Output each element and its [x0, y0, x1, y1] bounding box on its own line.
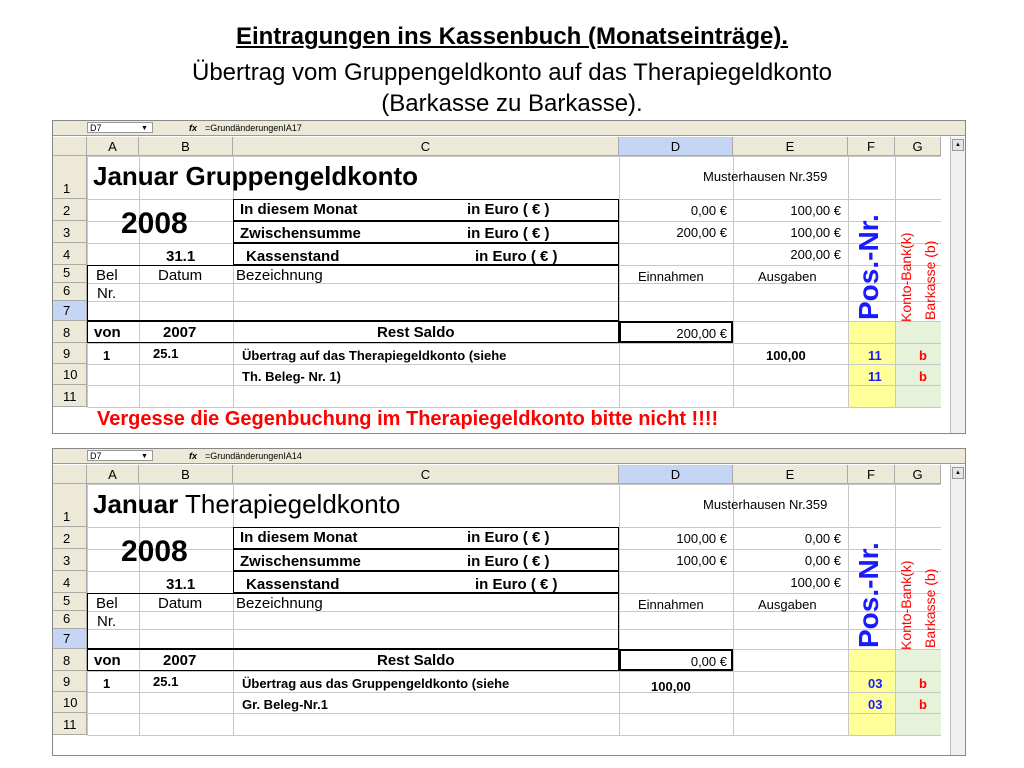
- row8-pos: 11: [868, 348, 882, 363]
- label-rest-saldo: Rest Saldo: [377, 652, 455, 669]
- col-label-bezeichnung: Bezeichnung: [236, 595, 323, 612]
- d2-value: 100,00 €: [676, 531, 727, 546]
- row-header-2[interactable]: [53, 199, 87, 221]
- col-label-einnahmen: Einnahmen: [638, 597, 704, 612]
- name-box[interactable]: D7: [87, 122, 153, 133]
- column-header-c[interactable]: C: [233, 465, 619, 484]
- gridline-row: [87, 484, 941, 485]
- column-header-d[interactable]: D: [619, 137, 733, 156]
- col-label-einnahmen: Einnahmen: [638, 269, 704, 284]
- row-number: 5: [63, 593, 71, 608]
- gridline-row: [87, 692, 941, 693]
- row-number: 4: [63, 247, 71, 262]
- gridline-row: [87, 364, 941, 365]
- e3-value: 0,00 €: [804, 553, 841, 568]
- row9-text: Th. Beleg- Nr. 1): [242, 369, 341, 384]
- row9-barkasse: b: [919, 369, 927, 384]
- row9-pos: 11: [868, 369, 882, 384]
- row-header-6[interactable]: [53, 611, 87, 629]
- formula-bar: [53, 449, 965, 464]
- row8-barkasse: b: [919, 676, 927, 691]
- pos-nr-label: Pos.-Nr.: [853, 214, 884, 320]
- function-icon[interactable]: fx: [189, 451, 198, 461]
- name-box-dropdown-icon[interactable]: ▼: [141, 125, 148, 132]
- gridline-row: [87, 385, 941, 386]
- row-number: 3: [63, 553, 71, 568]
- row-number: 2: [63, 203, 71, 218]
- column-header-f[interactable]: F: [848, 137, 895, 156]
- d3-value: 100,00 €: [676, 553, 727, 568]
- column-header-e[interactable]: E: [733, 465, 848, 484]
- col-label-nr: Nr.: [97, 285, 117, 302]
- row-number: 7: [63, 631, 71, 646]
- row-header-8[interactable]: [53, 321, 87, 343]
- row-number: 6: [63, 283, 71, 298]
- scroll-up-arrow-icon[interactable]: ▲: [952, 467, 964, 479]
- col-label-datum: Datum: [158, 595, 203, 612]
- label-month: In diesem Monat: [240, 529, 358, 546]
- row-header-3[interactable]: [53, 221, 87, 243]
- page-heading-line-1: Eintragungen ins Kassenbuch (Monatseinträge).: [235, 23, 789, 50]
- balance-date: 31.1: [166, 576, 196, 593]
- rest-saldo-value: 200,00 €: [676, 326, 727, 341]
- rest-saldo-value: 0,00 €: [690, 654, 727, 669]
- unit-month: in Euro ( € ): [467, 201, 550, 218]
- sheet-title-rest: Therapiegeldkonto: [178, 489, 401, 519]
- gridline-column: [848, 156, 849, 407]
- row-number: 11: [63, 717, 77, 732]
- row-number: 10: [63, 695, 78, 710]
- label-subtotal: Zwischensumme: [240, 225, 361, 242]
- row9-text: Gr. Beleg-Nr.1: [242, 697, 328, 712]
- row-header-7[interactable]: [53, 629, 87, 649]
- row-number: 11: [63, 389, 77, 404]
- column-header-b[interactable]: B: [139, 465, 233, 484]
- row8-datum: 25.1: [153, 346, 179, 361]
- row-number: 3: [63, 225, 71, 240]
- col-label-ausgaben: Ausgaben: [758, 269, 817, 284]
- gridline-column: [619, 484, 620, 735]
- column-header-c[interactable]: C: [233, 137, 619, 156]
- column-header-e[interactable]: E: [733, 137, 848, 156]
- row-header-1[interactable]: [53, 156, 87, 199]
- row-number: 8: [63, 325, 71, 340]
- page-heading-line-3: (Barkasse zu Barkasse).: [381, 90, 643, 117]
- spreadsheet-therapiegeldkonto: [52, 448, 966, 756]
- d2-value: 0,00 €: [690, 203, 727, 218]
- col-label-bezeichnung: Bezeichnung: [236, 267, 323, 284]
- column-header-b[interactable]: B: [139, 137, 233, 156]
- sheet-title-bold: Januar Gruppengeldkonto: [93, 161, 419, 191]
- formula-bar: [53, 121, 965, 136]
- column-header-d[interactable]: D: [619, 465, 733, 484]
- row-header-3[interactable]: [53, 549, 87, 571]
- gridline-column: [733, 156, 734, 407]
- column-header-f[interactable]: F: [848, 465, 895, 484]
- row-number: 5: [63, 265, 71, 280]
- formula-input[interactable]: =GrundänderungenIA14: [205, 451, 302, 461]
- e2-value: 0,00 €: [804, 531, 841, 546]
- row8-barkasse: b: [919, 348, 927, 363]
- row-header-10[interactable]: [53, 364, 87, 385]
- vertical-scrollbar[interactable]: [950, 465, 965, 756]
- row-header-11[interactable]: [53, 385, 87, 407]
- row8-pos: 03: [868, 676, 883, 691]
- select-all-corner[interactable]: [53, 465, 87, 484]
- row-header-5[interactable]: [53, 593, 87, 611]
- row8-text: Übertrag auf das Therapiegeldkonto (siehe: [242, 348, 507, 363]
- col-label-datum: Datum: [158, 267, 203, 284]
- col-label-bel: Bel: [96, 267, 118, 284]
- label-2007: 2007: [163, 652, 197, 669]
- row8-datum: 25.1: [153, 674, 179, 689]
- e4-value: 100,00 €: [790, 575, 841, 590]
- konto-bank-label: Konto-Bank(k): [898, 560, 914, 650]
- address: Musterhausen Nr.359: [703, 169, 828, 184]
- row-number: 1: [63, 181, 71, 196]
- row-header-5[interactable]: [53, 265, 87, 283]
- gridline-column: [895, 484, 896, 735]
- row8-bel: 1: [103, 676, 111, 691]
- gridline-row: [87, 735, 941, 736]
- column-header-a[interactable]: A: [87, 465, 139, 484]
- row-header-6[interactable]: [53, 283, 87, 301]
- gridline-column: [848, 484, 849, 735]
- year-label: 2008: [121, 535, 188, 568]
- gridline-column: [895, 156, 896, 407]
- select-all-corner[interactable]: [53, 137, 87, 156]
- unit-subtotal: in Euro ( € ): [467, 225, 550, 242]
- column-header-g[interactable]: G: [895, 137, 941, 156]
- gridline-row: [87, 713, 941, 714]
- name-box-dropdown-icon[interactable]: ▼: [141, 453, 148, 460]
- unit-balance: in Euro ( € ): [475, 248, 558, 265]
- konto-bank-label: Konto-Bank(k): [898, 232, 914, 322]
- row-header-4[interactable]: [53, 571, 87, 593]
- name-box[interactable]: D7: [87, 450, 153, 461]
- row-number: 1: [63, 509, 71, 524]
- pos-nr-label: Pos.-Nr.: [853, 542, 884, 648]
- gridline-column: [619, 156, 620, 407]
- e3-value: 100,00 €: [790, 225, 841, 240]
- col-label-bel: Bel: [96, 595, 118, 612]
- row-header-11[interactable]: [53, 713, 87, 735]
- sheet-title: [93, 161, 418, 192]
- unit-month: in Euro ( € ): [467, 529, 550, 546]
- label-rest-saldo: Rest Saldo: [377, 324, 455, 341]
- row-number: 7: [63, 303, 71, 318]
- label-von: von: [94, 652, 121, 669]
- label-balance: Kassenstand: [246, 576, 340, 593]
- d3-value: 200,00 €: [676, 225, 727, 240]
- row-header-1[interactable]: [53, 484, 87, 527]
- row9-barkasse: b: [919, 697, 927, 712]
- label-month: In diesem Monat: [240, 201, 358, 218]
- row-header-2[interactable]: [53, 527, 87, 549]
- row-header-9[interactable]: [53, 343, 87, 364]
- row-header-4[interactable]: [53, 243, 87, 265]
- e4-value: 200,00 €: [790, 247, 841, 262]
- gridline-row: [87, 671, 941, 672]
- row-number: 6: [63, 611, 71, 626]
- label-2007: 2007: [163, 324, 197, 341]
- row-header-9[interactable]: [53, 671, 87, 692]
- gridline-row: [87, 343, 941, 344]
- row-header-10[interactable]: [53, 692, 87, 713]
- gridline-column: [733, 484, 734, 735]
- row-header-8[interactable]: [53, 649, 87, 671]
- col-label-nr: Nr.: [97, 613, 117, 630]
- balance-date: 31.1: [166, 248, 196, 265]
- function-icon[interactable]: fx: [189, 123, 198, 133]
- barkasse-label: Barkasse (b): [922, 568, 938, 648]
- unit-subtotal: in Euro ( € ): [467, 553, 550, 570]
- row8-text: Übertrag aus das Gruppengeldkonto (siehe: [242, 676, 510, 691]
- row-number: 4: [63, 575, 71, 590]
- label-subtotal: Zwischensumme: [240, 553, 361, 570]
- warning-text: Vergesse die Gegenbuchung im Therapiegeldkonto bitte nicht !!!!: [97, 408, 719, 430]
- year-label: 2008: [121, 207, 188, 240]
- row-number: 2: [63, 531, 71, 546]
- gridline-row: [87, 156, 941, 157]
- label-balance: Kassenstand: [246, 248, 340, 265]
- barkasse-label: Barkasse (b): [922, 240, 938, 320]
- row8-einnahmen: 100,00: [651, 679, 691, 694]
- scroll-up-arrow-icon[interactable]: ▲: [952, 139, 964, 151]
- row9-pos: 03: [868, 697, 883, 712]
- row-header-7[interactable]: [53, 301, 87, 321]
- row-number: 8: [63, 653, 71, 668]
- row-number: 9: [63, 346, 71, 361]
- row8-bel: 1: [103, 348, 111, 363]
- column-header-g[interactable]: G: [895, 465, 941, 484]
- column-header-a[interactable]: A: [87, 137, 139, 156]
- sheet-title: [93, 489, 400, 520]
- label-von: von: [94, 324, 121, 341]
- spreadsheet-gruppengeldkonto: [52, 120, 966, 434]
- row-number: 10: [63, 367, 78, 382]
- unit-balance: in Euro ( € ): [475, 576, 558, 593]
- vertical-scrollbar[interactable]: [950, 137, 965, 434]
- row8-ausgaben: 100,00: [766, 348, 806, 363]
- e2-value: 100,00 €: [790, 203, 841, 218]
- col-label-ausgaben: Ausgaben: [758, 597, 817, 612]
- address: Musterhausen Nr.359: [703, 497, 828, 512]
- page-heading-line-2: Übertrag vom Gruppengeldkonto auf das Therapiegeldkonto: [192, 59, 832, 86]
- formula-input[interactable]: =GrundänderungenIA17: [205, 123, 302, 133]
- sheet-title-bold: Januar: [93, 489, 179, 519]
- row-number: 9: [63, 674, 71, 689]
